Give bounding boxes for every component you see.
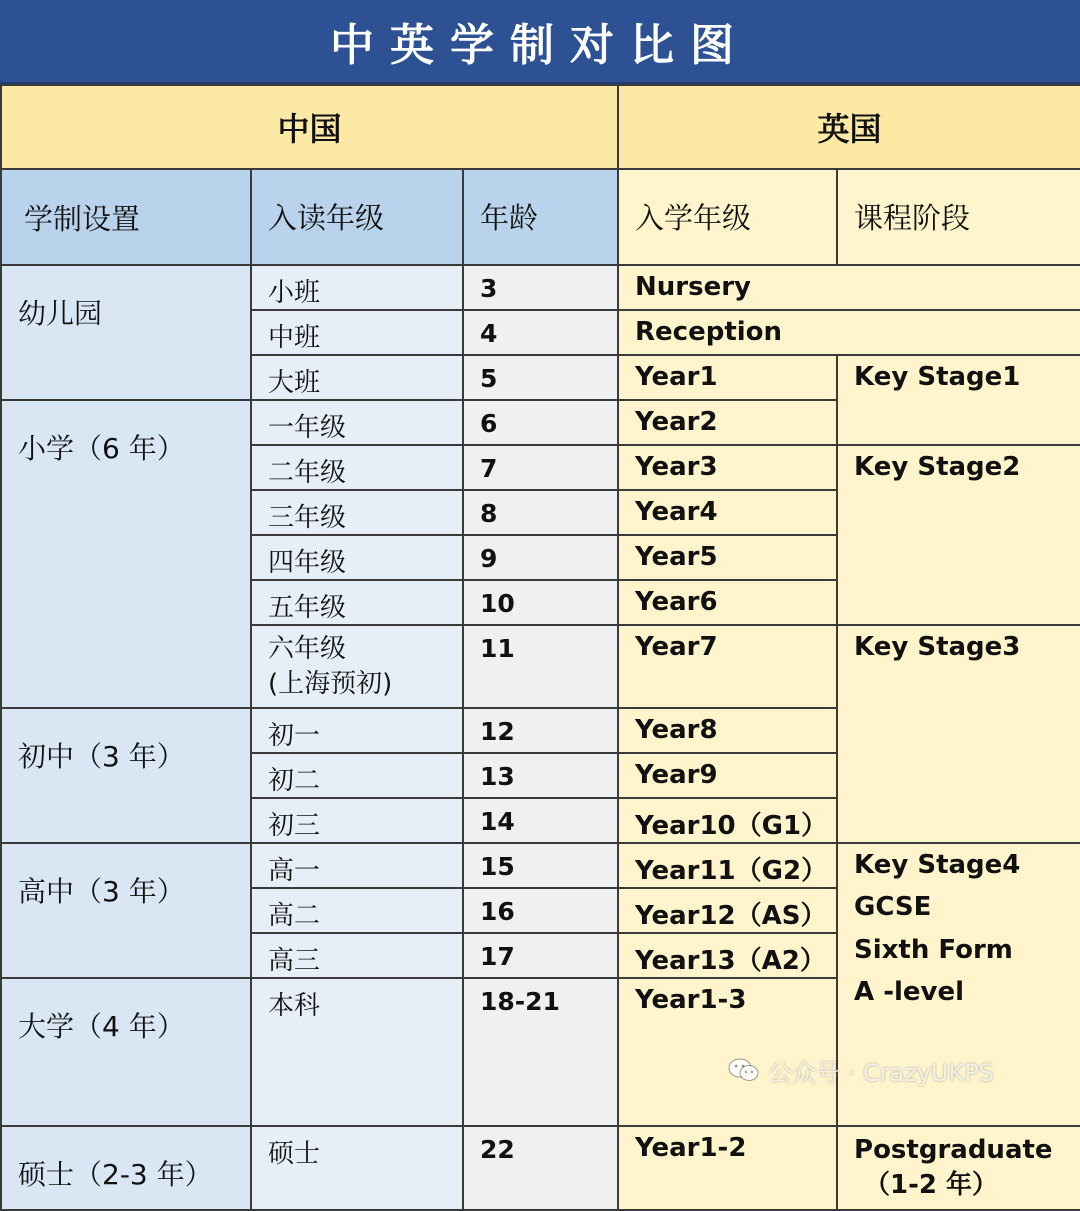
uk-stage-gcse: GCSE: [854, 892, 932, 922]
uk-stage-postgrad: Postgraduate: [854, 1135, 1053, 1166]
uk-year-cell: Year10（G1）: [618, 798, 837, 843]
grade-cell: 高二: [251, 888, 463, 933]
col-header-grade: 入读年级: [251, 169, 463, 265]
age-cell: 10: [463, 580, 618, 625]
uk-year-cell: Year8: [618, 708, 837, 753]
grade-cell: [251, 625, 463, 708]
stage-junior: 初中（3 年）: [1, 708, 251, 843]
col-header-uk-stage: 课程阶段: [837, 169, 1080, 265]
uk-stage-ks1: Key Stage1: [837, 355, 1080, 445]
age-cell: 17: [463, 933, 618, 978]
uk-stage-a-level: A -level: [854, 977, 965, 1007]
age-cell: 8: [463, 490, 618, 535]
wechat-icon: [728, 1057, 760, 1083]
grade-note: (上海预初): [268, 669, 393, 700]
grade-cell: 高三: [251, 933, 463, 978]
watermark-text: 公众号 · CrazyUKPS: [768, 1058, 995, 1087]
uk-stage-ks2: Key Stage2: [837, 445, 1080, 625]
grade-label: 六年级: [268, 634, 347, 664]
table-row: [1, 1126, 1080, 1210]
stage-primary: 小学（6 年）: [1, 400, 251, 708]
grade-cell: 中班: [251, 310, 463, 355]
stage-master: 硕士（2-3 年）: [1, 1126, 251, 1210]
header-uk: 英国: [618, 85, 1080, 169]
age-cell: 12: [463, 708, 618, 753]
age-cell: 9: [463, 535, 618, 580]
stage-kindergarten: 幼儿园: [1, 265, 251, 400]
uk-stage-postgrad-years: （1-2 年）: [864, 1170, 999, 1201]
stage-university: 大学（4 年）: [1, 978, 251, 1126]
header-china: 中国: [1, 85, 618, 169]
age-cell: 7: [463, 445, 618, 490]
uk-year-cell: Year1-2: [618, 1126, 837, 1210]
grade-cell: 高一: [251, 843, 463, 888]
uk-year-cell: Reception: [618, 310, 1080, 355]
grade-cell: 二年级: [251, 445, 463, 490]
grade-cell: 一年级: [251, 400, 463, 445]
grade-cell: 小班: [251, 265, 463, 310]
age-cell: 5: [463, 355, 618, 400]
grade-cell: 本科: [251, 978, 463, 1126]
grade-cell: 初三: [251, 798, 463, 843]
age-cell: 13: [463, 753, 618, 798]
uk-year-cell: Year7: [618, 625, 837, 708]
page-title: 中英学制对比图: [0, 0, 1080, 84]
uk-year-cell: Year9: [618, 753, 837, 798]
uk-year-cell: Year11（G2）: [618, 843, 837, 888]
age-cell: 11: [463, 625, 618, 708]
age-cell: 14: [463, 798, 618, 843]
uk-stage-postgrad-cell: [837, 1126, 1080, 1210]
uk-year-cell: Year13（A2）: [618, 933, 837, 978]
age-cell: 3: [463, 265, 618, 310]
uk-year-cell: Year2: [618, 400, 837, 445]
grade-cell: 三年级: [251, 490, 463, 535]
uk-year-cell: Year6: [618, 580, 837, 625]
uk-year-cell: Year12（AS）: [618, 888, 837, 933]
uk-stage-ks3: Key Stage3: [837, 625, 1080, 843]
table-row: [1, 265, 1080, 310]
grade-cell: 四年级: [251, 535, 463, 580]
uk-year-cell: Year1: [618, 355, 837, 400]
grade-cell: 硕士: [251, 1126, 463, 1210]
col-header-system: 学制设置: [1, 169, 251, 265]
uk-year-cell: Year4: [618, 490, 837, 535]
age-cell: 4: [463, 310, 618, 355]
comparison-table: [0, 84, 1080, 1211]
uk-stage-ks4: Key Stage4: [854, 850, 1021, 880]
uk-year-cell: Year1-3: [618, 978, 837, 1126]
grade-cell: 大班: [251, 355, 463, 400]
age-cell: 6: [463, 400, 618, 445]
uk-year-cell: Nursery: [618, 265, 1080, 310]
grade-cell: 五年级: [251, 580, 463, 625]
age-cell: 16: [463, 888, 618, 933]
grade-cell: 初一: [251, 708, 463, 753]
age-cell: 22: [463, 1126, 618, 1210]
stage-senior: 高中（3 年）: [1, 843, 251, 978]
grade-cell: 初二: [251, 753, 463, 798]
uk-year-cell: Year5: [618, 535, 837, 580]
age-cell: 18-21: [463, 978, 618, 1126]
table-row: [1, 843, 1080, 888]
uk-year-cell: Year3: [618, 445, 837, 490]
age-cell: 15: [463, 843, 618, 888]
watermark: [728, 1050, 994, 1090]
uk-stage-sixth-form: Sixth Form: [854, 935, 1013, 965]
col-header-age: 年龄: [463, 169, 618, 265]
col-header-uk-year: 入学年级: [618, 169, 837, 265]
